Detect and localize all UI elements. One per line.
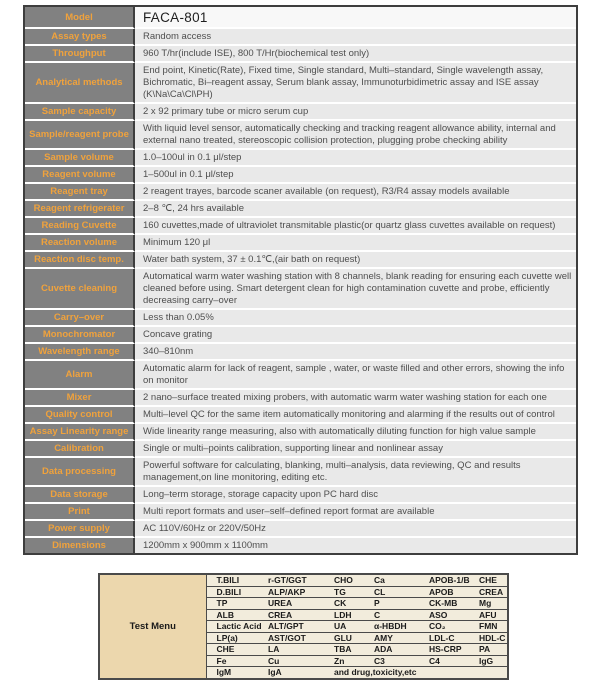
test-menu-item: Cu bbox=[268, 655, 334, 667]
spec-row-label: Wavelength range bbox=[25, 344, 135, 361]
test-menu-item: C4 bbox=[429, 655, 479, 667]
spec-row-value: Concave grating bbox=[135, 327, 576, 344]
spec-row bbox=[25, 407, 576, 424]
spec-row-value: Powerful software for calculating, blanking, multi–analysis, data reviewing, QC and results management,on line monitoring, editing etc. bbox=[135, 458, 576, 487]
spec-row bbox=[25, 458, 576, 487]
test-menu-item: Zn bbox=[334, 655, 374, 667]
spec-row-value: AC 110V/60Hz or 220V/50Hz bbox=[135, 521, 576, 538]
test-menu-item: ADA bbox=[374, 644, 429, 656]
spec-row bbox=[25, 46, 576, 63]
test-menu-item: AMY bbox=[374, 632, 429, 644]
test-menu-row bbox=[99, 574, 508, 586]
spec-row-label: Carry–over bbox=[25, 310, 135, 327]
test-menu-item: UA bbox=[334, 621, 374, 633]
spec-row-label: Analytical methods bbox=[25, 63, 135, 104]
spec-row-label: Reaction volume bbox=[25, 235, 135, 252]
spec-row bbox=[25, 201, 576, 218]
spec-row bbox=[25, 269, 576, 310]
test-menu-item: PA bbox=[479, 644, 508, 656]
test-menu-item: C bbox=[374, 609, 429, 621]
spec-table bbox=[23, 5, 578, 555]
test-menu-item: IgM bbox=[206, 667, 268, 679]
test-menu-item: CHO bbox=[334, 574, 374, 586]
test-menu-item: IgA bbox=[268, 667, 334, 679]
spec-row-label: Calibration bbox=[25, 441, 135, 458]
spec-sheet bbox=[23, 5, 578, 555]
spec-row bbox=[25, 390, 576, 407]
spec-row-label: Reading Cuvette bbox=[25, 218, 135, 235]
spec-row bbox=[25, 521, 576, 538]
spec-row bbox=[25, 63, 576, 104]
test-menu-item: GLU bbox=[334, 632, 374, 644]
spec-row-label: Print bbox=[25, 504, 135, 521]
test-menu-item: APOB-1/B bbox=[429, 574, 479, 586]
test-menu-item: D.BILI bbox=[206, 586, 268, 598]
spec-row-value: 2 x 92 primary tube or micro serum cup bbox=[135, 104, 576, 121]
test-menu-item: Ca bbox=[374, 574, 429, 586]
spec-row-value: 1–500ul in 0.1 μl/step bbox=[135, 167, 576, 184]
spec-row-value: 2 reagent trayes, barcode scaner available (on request), R3/R4 assay models available bbox=[135, 184, 576, 201]
test-menu-item: HDL-C bbox=[479, 632, 508, 644]
spec-row-value: With liquid level sensor, automatically checking and tracking reagent allowance ability, internal and external nano treated, stereoscopic collision protection, plugging probe checking ability bbox=[135, 121, 576, 150]
test-menu-item: Lactic Acid bbox=[206, 621, 268, 633]
spec-row-value: Minimum 120 μl bbox=[135, 235, 576, 252]
test-menu-item: Mg bbox=[479, 598, 508, 610]
spec-row bbox=[25, 235, 576, 252]
spec-row-label: Sample/reagent probe bbox=[25, 121, 135, 150]
test-menu-item: LDL-C bbox=[429, 632, 479, 644]
spec-row-value: Wide linearity range measuring, also with automatically diluting function for high value sample bbox=[135, 424, 576, 441]
test-menu-item: CHE bbox=[206, 644, 268, 656]
spec-row bbox=[25, 184, 576, 201]
test-menu-item: CL bbox=[374, 586, 429, 598]
spec-row-value: Random access bbox=[135, 29, 576, 46]
spec-row-label: Assay Linearity range bbox=[25, 424, 135, 441]
test-menu-item: ASO bbox=[429, 609, 479, 621]
spec-row-value: FACA-801 bbox=[135, 7, 576, 29]
spec-row-label: Reagent volume bbox=[25, 167, 135, 184]
test-menu-item: C3 bbox=[374, 655, 429, 667]
test-menu-item: CREA bbox=[268, 609, 334, 621]
spec-row-label: Alarm bbox=[25, 361, 135, 390]
spec-row bbox=[25, 167, 576, 184]
spec-row bbox=[25, 344, 576, 361]
spec-row-label: Reagent tray bbox=[25, 184, 135, 201]
spec-row-value: Single or multi–points calibration, supporting linear and nonlinear assay bbox=[135, 441, 576, 458]
test-menu-item: APOB bbox=[429, 586, 479, 598]
spec-row bbox=[25, 487, 576, 504]
spec-row-label: Model bbox=[25, 7, 135, 29]
spec-row-value: Automatic alarm for lack of reagent, sample , water, or waste filled and other errors, showing the info on monitor bbox=[135, 361, 576, 390]
test-menu-item: LA bbox=[268, 644, 334, 656]
spec-row-value: Less than 0.05% bbox=[135, 310, 576, 327]
spec-row-value: 960 T/hr(include ISE), 800 T/Hr(biochemical test only) bbox=[135, 46, 576, 63]
spec-row-label: Assay types bbox=[25, 29, 135, 46]
spec-row-label: Dimensions bbox=[25, 538, 135, 553]
spec-row-value: 2 nano–surface treated mixing probers, with automatic warm water washing station for each one bbox=[135, 390, 576, 407]
test-menu-table bbox=[98, 573, 509, 680]
spec-row-value: Long–term storage, storage capacity upon PC hard disc bbox=[135, 487, 576, 504]
test-menu-item: TG bbox=[334, 586, 374, 598]
spec-row-value: Automatical warm water washing station with 8 channels, blank reading for ensuring each cuvette well cleaned before using. Smart detergent clean for high contamination cuvette and probe, efficiently decreasing carry–over bbox=[135, 269, 576, 310]
test-menu-item: CREA bbox=[479, 586, 508, 598]
spec-row-label: Data storage bbox=[25, 487, 135, 504]
spec-row-value: 1.0–100ul in 0.1 μl/step bbox=[135, 150, 576, 167]
test-menu-item: CK bbox=[334, 598, 374, 610]
spec-row bbox=[25, 29, 576, 46]
test-menu-item: ALT/GPT bbox=[268, 621, 334, 633]
spec-row-label: Monochromator bbox=[25, 327, 135, 344]
test-menu-item: TBA bbox=[334, 644, 374, 656]
test-menu-item: UREA bbox=[268, 598, 334, 610]
spec-row-label: Sample volume bbox=[25, 150, 135, 167]
spec-row-label: Quality control bbox=[25, 407, 135, 424]
spec-row-label: Power supply bbox=[25, 521, 135, 538]
spec-row-label: Reagent refrigerater bbox=[25, 201, 135, 218]
test-menu-item: CO₂ bbox=[429, 621, 479, 633]
test-menu-item: T.BILI bbox=[206, 574, 268, 586]
spec-row bbox=[25, 121, 576, 150]
spec-row bbox=[25, 104, 576, 121]
spec-row bbox=[25, 538, 576, 553]
spec-row-value: End point, Kinetic(Rate), Fixed time, Single standard, Multi–standard, Single wavelength assay, Bichromatic, Bi–reagent assay, Serum blank assay, Immunoturbidimetric assay and ISE assay (K\Na\Ca\Cl\PH) bbox=[135, 63, 576, 104]
spec-row-value: Multi–level QC for the same item automatically monitoring and alarming if the results out of control bbox=[135, 407, 576, 424]
spec-row bbox=[25, 218, 576, 235]
test-menu-item: HS-CRP bbox=[429, 644, 479, 656]
spec-row-label: Cuvette cleaning bbox=[25, 269, 135, 310]
test-menu-item: AST/GOT bbox=[268, 632, 334, 644]
spec-row-label: Sample capacity bbox=[25, 104, 135, 121]
test-menu-item: CK-MB bbox=[429, 598, 479, 610]
spec-row bbox=[25, 252, 576, 269]
test-menu-item: FMN bbox=[479, 621, 508, 633]
test-menu-item: α-HBDH bbox=[374, 621, 429, 633]
test-menu-section bbox=[98, 573, 507, 680]
test-menu-item: ALP/AKP bbox=[268, 586, 334, 598]
test-menu-item: CHE bbox=[479, 574, 508, 586]
spec-row bbox=[25, 504, 576, 521]
test-menu-item: TP bbox=[206, 598, 268, 610]
spec-row-value: 1200mm x 900mm x 1100mm bbox=[135, 538, 576, 553]
spec-row-value: 2–8 ℃, 24 hrs available bbox=[135, 201, 576, 218]
spec-row-label: Data processing bbox=[25, 458, 135, 487]
spec-row bbox=[25, 150, 576, 167]
spec-row-label: Throughput bbox=[25, 46, 135, 63]
spec-row bbox=[25, 327, 576, 344]
spec-row-model bbox=[25, 7, 576, 29]
spec-row-value: Water bath system, 37 ± 0.1℃,(air bath on request) bbox=[135, 252, 576, 269]
test-menu-item: and drug,toxicity,etc bbox=[334, 667, 508, 679]
spec-row bbox=[25, 310, 576, 327]
spec-row bbox=[25, 361, 576, 390]
spec-row-value: Multi report formats and user–self–defined report format are available bbox=[135, 504, 576, 521]
spec-row-value: 160 cuvettes,made of ultraviolet transmitable plastic(or quartz glass cuvettes available on request) bbox=[135, 218, 576, 235]
test-menu-item: Fe bbox=[206, 655, 268, 667]
spec-row bbox=[25, 424, 576, 441]
spec-row-label: Mixer bbox=[25, 390, 135, 407]
spec-row-label: Reaction disc temp. bbox=[25, 252, 135, 269]
spec-row bbox=[25, 441, 576, 458]
test-menu-item: IgG bbox=[479, 655, 508, 667]
test-menu-item: AFU bbox=[479, 609, 508, 621]
test-menu-item: LP(a) bbox=[206, 632, 268, 644]
spec-row-value: 340–810nm bbox=[135, 344, 576, 361]
test-menu-item: ALB bbox=[206, 609, 268, 621]
test-menu-title: Test Menu bbox=[99, 574, 206, 679]
test-menu-item: P bbox=[374, 598, 429, 610]
test-menu-item: r-GT/GGT bbox=[268, 574, 334, 586]
test-menu-item: LDH bbox=[334, 609, 374, 621]
